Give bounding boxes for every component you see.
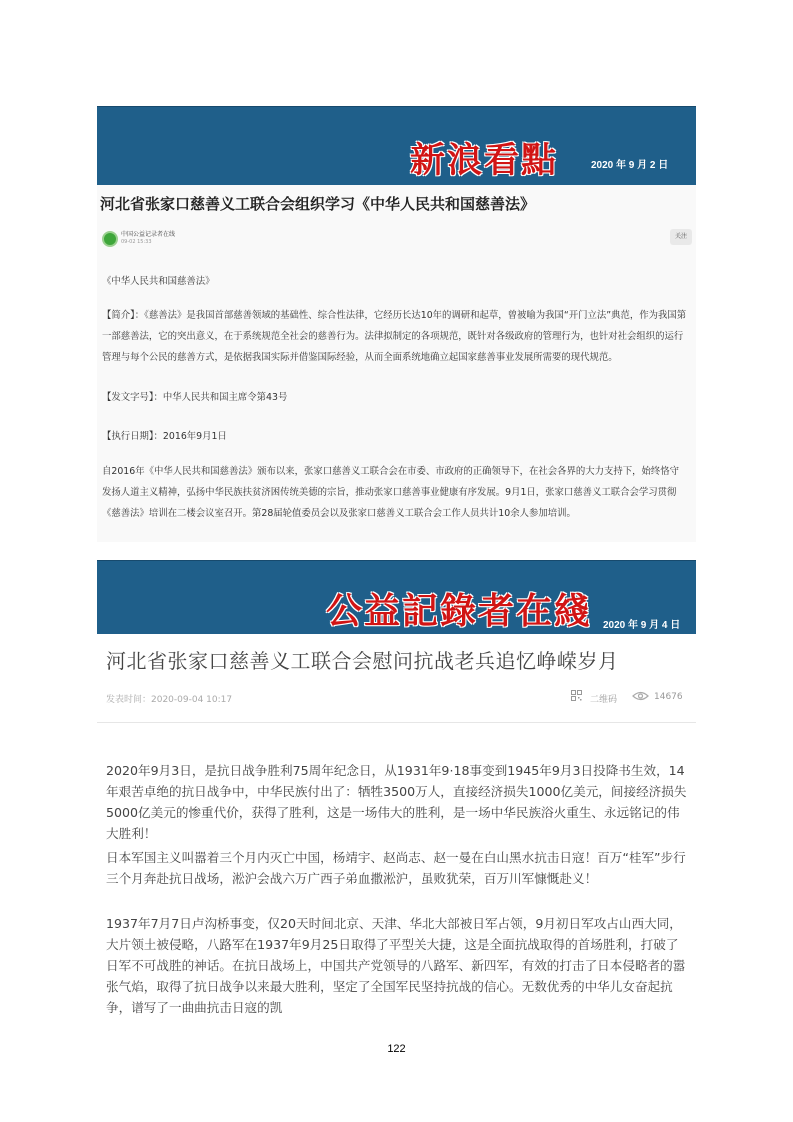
- banner-title-gongyi: 公益記錄者在綫: [326, 590, 593, 632]
- header-banner-gongyi: [97, 560, 696, 634]
- qr-code-label[interactable]: 二维码: [590, 695, 618, 705]
- header-banner-sina: [97, 106, 696, 186]
- article1-paragraph: 【简介】：《慈善法》是我国首部慈善领域的基础性、综合性法律，它经历长达10年的调研和起草，曾被喻为我国“开门立法”典范，作为我国第一部慈善法，它的突出意义，在于系统规范全社会的慈善行为。法律拟制定的各项规范，既针对各级政府的管理行为，也针对社会组织的运行管理与每个公民的慈善方式，是依据我国实际并借鉴国际经验，从而全面系统地确立起国家慈善事业发展所需要的现代规范。: [102, 310, 687, 363]
- banner-title-sina: 新浪看點: [410, 140, 559, 181]
- article1-screenshot: [97, 185, 696, 542]
- article2-paragraph: 2020年9月3日，是抗日战争胜利75周年纪念日，从1931年9·18事变到1945年9月3日投降书生效，14年艰苦卓绝的抗日战争中，中华民族付出了：牺牲3500万人，直接经济损失1000亿美元，间接经济损失5000亿美元的惨重代价，获得了胜利，这是一场伟大的胜利，是一场中华民族浴火重生、永远铭记的伟大胜利！: [106, 763, 687, 841]
- view-count: 14676: [654, 692, 683, 702]
- article2-paragraph: 1937年7月7日卢沟桥事变，仅20天时间北京、天津、华北大部被日军占领，9月初日军攻占山西大同，大片领土被侵略，八路军在1937年9月25日取得了平型关大捷，这是全面抗战取得的首场胜利，打破了日军不可战胜的神话。在抗日战场上，中国共产党领导的八路军、新四军，有效的打击了日本侵略者的嚣张气焰，取得了抗日战争以来最大胜利，坚定了全国军民坚持抗战的信心。无数优秀的中华儿女奋起抗争，谱写了一曲曲抗击日寇的凯: [106, 916, 686, 1015]
- eye-icon: [632, 691, 649, 701]
- article1-title: 河北省张家口慈善义工联合会组织学习《中华人民共和国慈善法》: [100, 195, 536, 213]
- publish-time: 发表时间：2020-09-04 10:17: [106, 695, 233, 705]
- source-avatar[interactable]: [102, 231, 118, 247]
- article1-paragraph: 《中华人民共和国慈善法》: [102, 276, 215, 287]
- banner-date: 2020 年 9 月 4 日: [603, 620, 681, 631]
- article2-title: 河北省张家口慈善义工联合会慰问抗战老兵追忆峥嵘岁月: [106, 649, 619, 673]
- article2-paragraph: 日本军国主义叫嚣着三个月内灭亡中国，杨靖宇、赵尚志、赵一曼在白山黑水抗击日寇！百万“桂军”步行三个月奔赴抗日战场，淞沪会战六万广西子弟血撒淞沪，虽败犹荣，百万川军慷慨赴义！: [106, 850, 686, 886]
- source-name[interactable]: 中国公益记录者在线: [121, 231, 176, 238]
- divider: [97, 722, 696, 723]
- qr-code-icon[interactable]: [571, 690, 582, 701]
- article1-paragraph: 【执行日期】：2016年9月1日: [102, 431, 227, 442]
- source-time: 09-02 15:33: [121, 239, 152, 245]
- page-number: 122: [387, 1043, 406, 1055]
- follow-button[interactable]: 关注: [670, 229, 692, 245]
- banner-date: 2020 年 9 月 2 日: [591, 160, 669, 171]
- article1-paragraph: 自2016年《中华人民共和国慈善法》颁布以来，张家口慈善义工联合会在市委、市政府的正确领导下，在社会各界的大力支持下，始终恪守发扬人道主义精神，弘扬中华民族扶贫济困传统美德的宗旨，推动张家口慈善事业健康有序发展。9月1日，张家口慈善义工联合会学习贯彻《慈善法》培训在二楼会议室召开。第28届轮值委员会以及张家口慈善义工联合会工作人员共计10余人参加培训。: [102, 466, 679, 519]
- article1-paragraph: 【发文字号】：中华人民共和国主席令第43号: [102, 392, 288, 403]
